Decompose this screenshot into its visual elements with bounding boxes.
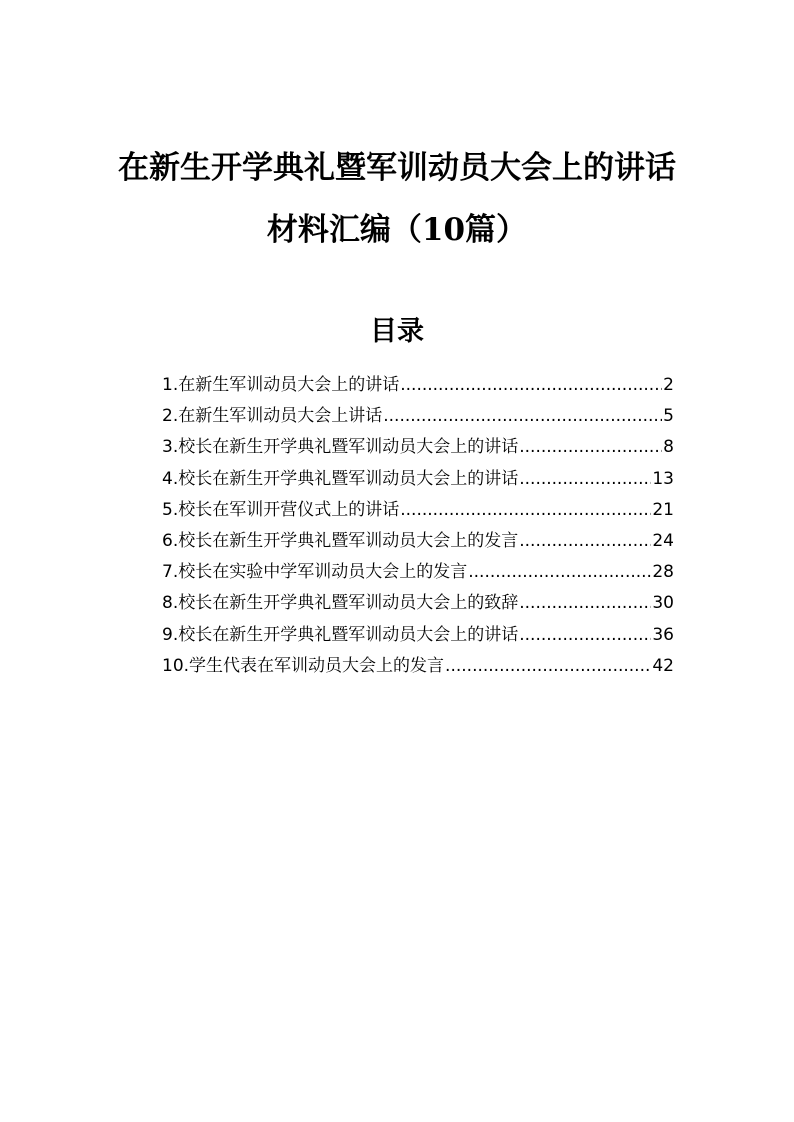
toc-entry[interactable] xyxy=(162,466,674,497)
toc-dot-leader xyxy=(445,653,651,679)
document-title-line-2: 材料汇编（10篇） xyxy=(266,212,528,248)
toc-dot-leader xyxy=(383,403,662,429)
toc-entry[interactable] xyxy=(162,403,674,434)
toc-entry-page: 13 xyxy=(652,468,674,489)
toc-entry-page: 2 xyxy=(663,375,674,395)
toc-entry[interactable] xyxy=(162,559,674,590)
toc-dot-leader xyxy=(519,528,651,554)
toc-dot-leader xyxy=(519,434,662,460)
toc-entry-page: 5 xyxy=(663,406,674,427)
toc-dot-leader xyxy=(519,466,651,492)
toc-entry-label: 6.校长在新生开学典礼暨军训动员大会上的发言 xyxy=(162,530,519,551)
toc-dot-leader xyxy=(468,559,651,585)
toc-entry-page: 36 xyxy=(652,624,674,645)
toc-entry[interactable] xyxy=(162,434,674,465)
toc-heading: 目录 xyxy=(370,316,424,347)
toc-entry-label: 1.在新生军训动员大会上的讲话 xyxy=(162,375,400,395)
toc-dot-leader xyxy=(519,590,651,616)
toc-entry[interactable] xyxy=(162,528,674,559)
toc-entry-page: 42 xyxy=(652,655,674,676)
toc-entry-label: 7.校长在实验中学军训动员大会上的发言 xyxy=(162,562,468,583)
toc-entry-label: 5.校长在军训开营仪式上的讲话 xyxy=(162,499,400,520)
document-title-line-1: 在新生开学典礼暨军训动员大会上的讲话 xyxy=(118,150,676,186)
table-of-contents xyxy=(162,372,674,684)
toc-entry[interactable] xyxy=(162,653,674,684)
toc-entry-page: 24 xyxy=(652,530,674,551)
toc-entry-label: 9.校长在新生开学典礼暨军训动员大会上的讲话 xyxy=(162,624,519,645)
toc-entry-page: 28 xyxy=(652,562,674,583)
toc-entry-label: 2.在新生军训动员大会上讲话 xyxy=(162,406,383,427)
toc-entry-page: 21 xyxy=(652,499,674,520)
toc-entry-label: 10.学生代表在军训动员大会上的发言 xyxy=(162,655,445,676)
toc-dot-leader xyxy=(400,497,651,523)
toc-entry[interactable] xyxy=(162,590,674,621)
toc-entry[interactable] xyxy=(162,372,674,403)
toc-entry[interactable] xyxy=(162,622,674,653)
toc-entry-label: 8.校长在新生开学典礼暨军训动员大会上的致辞 xyxy=(162,593,519,614)
toc-entry-label: 4.校长在新生开学典礼暨军训动员大会上的讲话 xyxy=(162,468,519,489)
toc-entry-page: 30 xyxy=(652,593,674,614)
toc-entry-page: 8 xyxy=(663,437,674,458)
toc-entry[interactable] xyxy=(162,497,674,528)
toc-entry-label: 3.校长在新生开学典礼暨军训动员大会上的讲话 xyxy=(162,437,519,458)
toc-dot-leader xyxy=(400,372,662,398)
toc-dot-leader xyxy=(519,622,651,648)
